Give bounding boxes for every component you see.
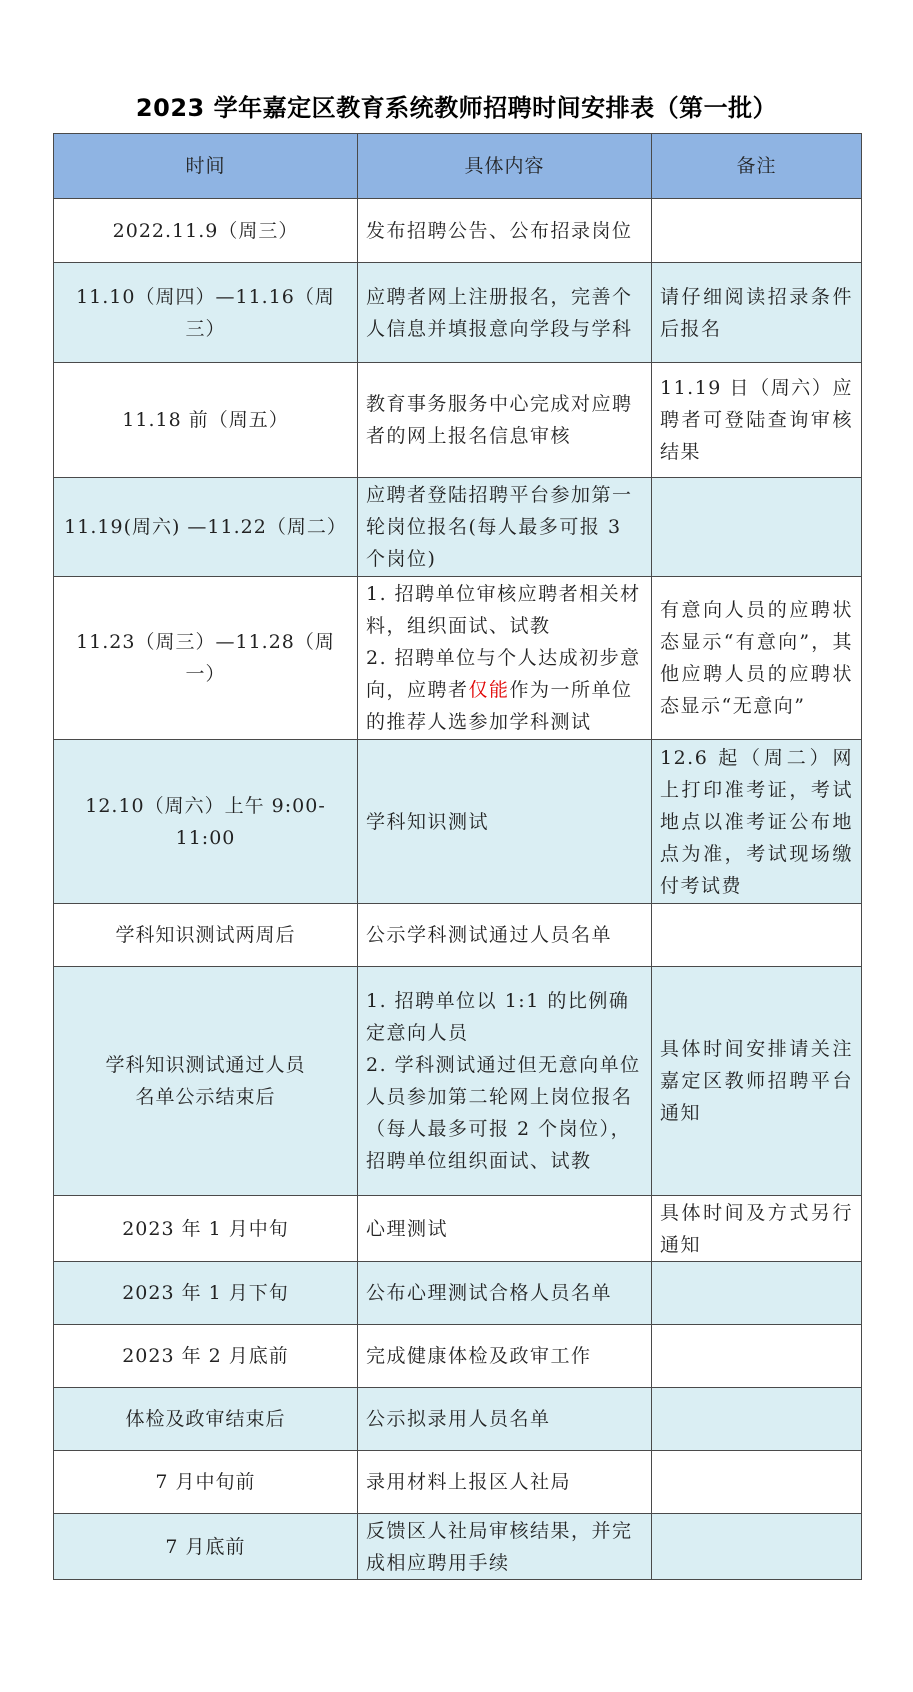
cell-text: 完成健康体检及政审工作 <box>366 1345 592 1367</box>
cell-text: 7 月底前 <box>165 1535 246 1558</box>
table-row <box>54 363 862 478</box>
cell-time <box>54 577 358 740</box>
table-row <box>54 740 862 904</box>
cell-time <box>54 967 358 1196</box>
column-header-content: 具体内容 <box>358 134 652 199</box>
cell-time <box>54 1325 358 1388</box>
cell-text: 有意向人员的应聘状态显示“有意向”，其他应聘人员的应聘状态显示“无意向” <box>660 599 853 717</box>
cell-time <box>54 740 358 904</box>
cell-text: 11.18 前（周五） <box>122 409 289 431</box>
cell-text: 2. 招聘单位与个人达成初步意向，应聘者 <box>366 647 641 701</box>
cell-note <box>652 1388 862 1451</box>
cell-text: 发布招聘公告、公布招录岗位 <box>366 219 633 242</box>
cell-note <box>652 577 862 740</box>
cell-text: 公示拟录用人员名单 <box>366 1408 551 1430</box>
highlighted-text: 仅能 <box>468 679 510 701</box>
cell-note <box>652 363 862 478</box>
cell-content <box>358 577 652 740</box>
cell-text: 录用材料上报区人社局 <box>366 1471 572 1493</box>
table-row <box>54 577 862 740</box>
cell-content <box>358 1196 652 1262</box>
cell-content <box>358 1262 652 1325</box>
table-row <box>54 263 862 363</box>
cell-note <box>652 740 862 904</box>
cell-text: 2. 学科测试通过但无意向单位人员参加第二轮网上岗位报名（每人最多可报 2 个岗位），招聘单位组织面试、试教 <box>366 1054 641 1172</box>
cell-text: 公示学科测试通过人员名单 <box>366 924 613 946</box>
page-title: 2023 学年嘉定区教育系统教师招聘时间安排表（第一批） <box>135 94 778 122</box>
cell-text: 11.19(周六) —11.22（周二） <box>64 516 347 538</box>
cell-time <box>54 1262 358 1325</box>
table-header-row <box>54 134 862 199</box>
schedule-table <box>53 133 862 1580</box>
cell-content <box>358 904 652 967</box>
cell-text: 具体时间安排请关注嘉定区教师招聘平台通知 <box>660 1038 853 1124</box>
cell-text: 1. 招聘单位审核应聘者相关材料，组织面试、试教 <box>366 583 641 637</box>
cell-content <box>358 363 652 478</box>
cell-note <box>652 1262 862 1325</box>
cell-text: 12.10（周六）上午 9:00-11:00 <box>85 794 326 849</box>
cell-content <box>358 199 652 263</box>
cell-time <box>54 478 358 577</box>
cell-time <box>54 1451 358 1514</box>
cell-text: 教育事务服务中心完成对应聘者的网上报名信息审核 <box>366 393 633 447</box>
table-row <box>54 199 862 263</box>
cell-note <box>652 1451 862 1514</box>
cell-text: 体检及政审结束后 <box>125 1408 286 1430</box>
cell-text: 名单公示结束后 <box>135 1086 276 1108</box>
cell-note <box>652 199 862 263</box>
cell-text: 2023 年 2 月底前 <box>122 1345 289 1367</box>
cell-time <box>54 263 358 363</box>
table-row <box>54 1451 862 1514</box>
cell-time <box>54 363 358 478</box>
cell-text: 7 月中旬前 <box>155 1471 256 1493</box>
cell-text: 2022.11.9（周三） <box>112 219 299 242</box>
cell-note <box>652 904 862 967</box>
cell-text: 应聘者网上注册报名，完善个人信息并填报意向学段与学科 <box>366 285 633 340</box>
cell-text: 应聘者登陆招聘平台参加第一轮岗位报名(每人最多可报 3 个岗位) <box>366 484 633 570</box>
cell-text: 学科知识测试两周后 <box>115 924 296 946</box>
cell-time <box>54 904 358 967</box>
table-row <box>54 904 862 967</box>
cell-text: 11.23（周三）—11.28（周一） <box>76 631 335 685</box>
cell-text: 请仔细阅读招录条件后报名 <box>660 285 853 340</box>
cell-time <box>54 1196 358 1262</box>
cell-time <box>54 1388 358 1451</box>
cell-text: 反馈区人社局审核结果，并完成相应聘用手续 <box>366 1519 633 1574</box>
table-row <box>54 1514 862 1580</box>
cell-text: 1. 招聘单位以 1:1 的比例确定意向人员 <box>366 990 630 1044</box>
column-header-time: 时间 <box>54 134 358 199</box>
cell-content <box>358 740 652 904</box>
cell-note <box>652 967 862 1196</box>
cell-content <box>358 1514 652 1580</box>
cell-note <box>652 1325 862 1388</box>
cell-text: 11.10（周四）—11.16（周三） <box>76 285 335 340</box>
table-row <box>54 1325 862 1388</box>
cell-note <box>652 1196 862 1262</box>
table-row <box>54 478 862 577</box>
cell-text: 学科知识测试通过人员 <box>105 1054 306 1076</box>
table-row <box>54 1262 862 1325</box>
table-row <box>54 1196 862 1262</box>
cell-text: 2023 年 1 月下旬 <box>122 1282 289 1304</box>
cell-content <box>358 967 652 1196</box>
cell-text: 2023 年 1 月中旬 <box>122 1217 289 1240</box>
cell-note <box>652 263 862 363</box>
table-row <box>54 967 862 1196</box>
cell-time <box>54 199 358 263</box>
cell-text: 12.6 起（周二）网上打印准考证，考试地点以准考证公布地点为准，考试现场缴付考试费 <box>660 746 853 897</box>
table-row <box>54 1388 862 1451</box>
cell-text: 公布心理测试合格人员名单 <box>366 1282 613 1304</box>
cell-content <box>358 263 652 363</box>
cell-text: 学科知识测试 <box>366 810 490 833</box>
cell-text: 心理测试 <box>366 1217 449 1240</box>
content-item-2 <box>366 642 643 738</box>
cell-text: 具体时间及方式另行通知 <box>660 1201 853 1256</box>
cell-content <box>358 1325 652 1388</box>
cell-text: 11.19 日（周六）应聘者可登陆查询审核结果 <box>660 377 853 463</box>
column-header-note: 备注 <box>652 134 862 199</box>
cell-text: 作为一所单位的推荐人选参加学科测试 <box>366 679 633 733</box>
cell-content <box>358 478 652 577</box>
cell-time <box>54 1514 358 1580</box>
cell-note <box>652 478 862 577</box>
cell-content <box>358 1388 652 1451</box>
cell-content <box>358 1451 652 1514</box>
cell-note <box>652 1514 862 1580</box>
